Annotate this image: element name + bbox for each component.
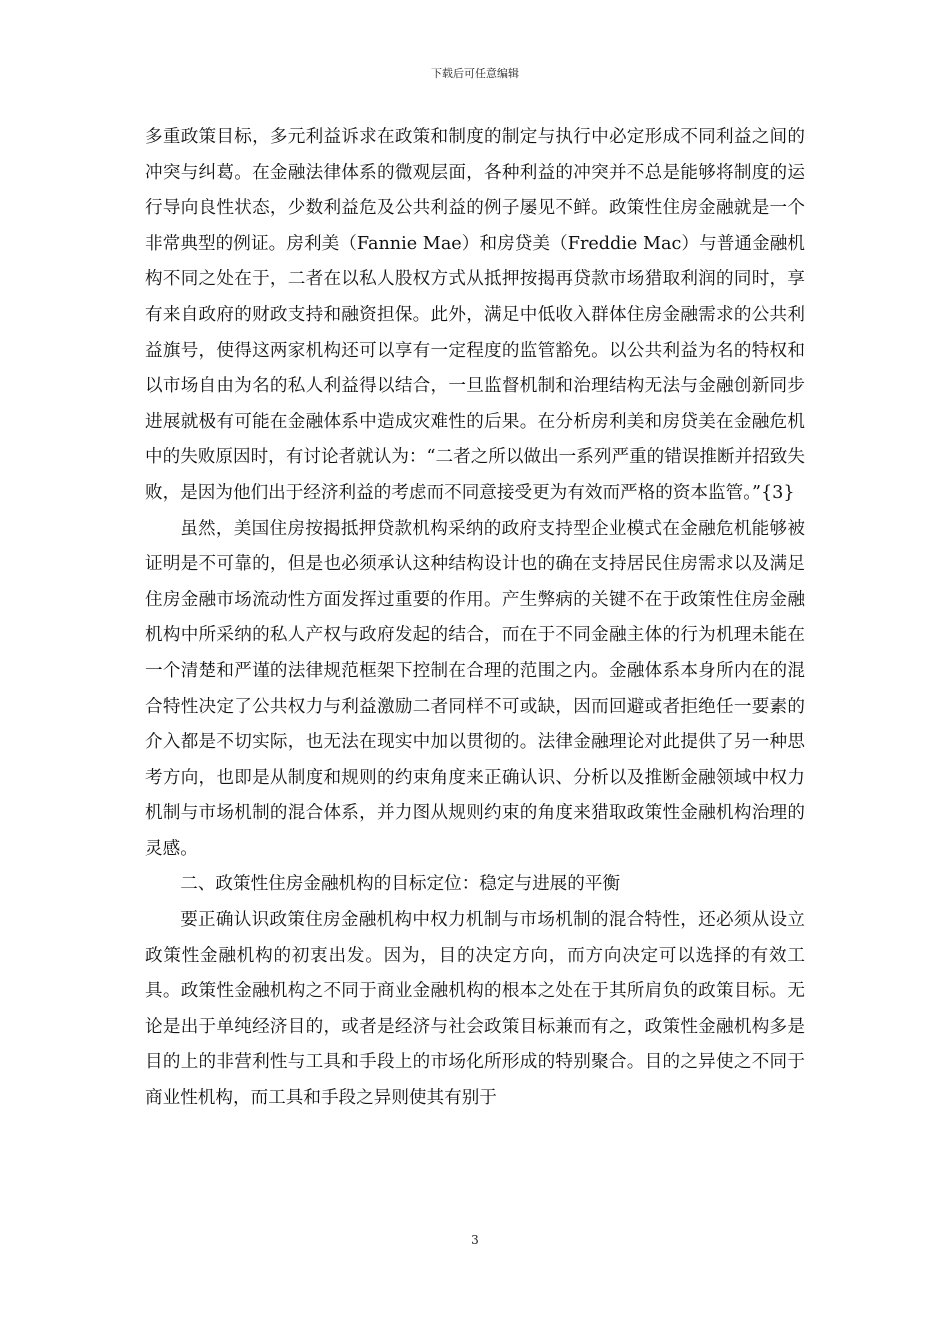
page-number: 3 — [471, 1233, 479, 1247]
section-heading: 二、政策性住房金融机构的目标定位：稳定与进展的平衡 — [180, 874, 621, 895]
paragraph: 虽然，美国住房按揭抵押贷款机构采纳的政府支持型企业模式在金融危机能够被证明是不可靠的，但是也必须承认这种结构设计也的确在支持居民住房需求以及满足住房金融市场流动性方面发挥过重要的作用。产生弊病的关键不在于政策性住房金融机构中所采纳的私人产权与政府发起的结合，而在于不同金融主体的行为机理未能在一个清楚和严谨的法律规范框架下控制在合理的范围之内。金融体系本身所内在的混合特性决定了公共权力与利益激励二者同样不可或缺，因而回避或者拒绝任一要素的介入都是不切实际，也无法在现实中加以贯彻的。法律金融理论对此提供了另一种思考方向，也即是从制度和规则的约束角度来正确认识、分析以及推断金融领域中权力机制与市场机制的混合体系，并力图从规则约束的角度来猎取政策性金融机构治理的灵感。 — [145, 518, 805, 859]
paragraph: 要正确认识政策住房金融机构中权力机制与市场机制的混合特性，还必须从设立政策性金融机构的初衷出发。因为，目的决定方向，而方向决定可以选择的有效工具。政策性金融机构之不同于商业金融机构的根本之处在于其所肩负的政策目标。无论是出于单纯经济目的，或者是经济与社会政策目标兼而有之，政策性金融机构多是目的上的非营利性与工具和手段上的市场化所形成的特别聚合。目的之异使之不同于商业性机构，而工具和手段之异则使其有别于 — [145, 910, 805, 1109]
page-header: 下载后可任意编辑 — [431, 67, 519, 80]
paragraph: 多重政策目标，多元利益诉求在政策和制度的制定与执行中必定形成不同利益之间的冲突与纠葛。在金融法律体系的微观层面，各种利益的冲突并不总是能够将制度的运行导向良性状态，少数利益危及公共利益的例子屡见不鲜。政策性住房金融就是一个非常典型的例证。房利美（Fannie Mae）和房贷美（Freddie Mac）与普通金融机构不同之处在于，二者在以私人股权方式从抵押按揭再贷款市场猎取利润的同时，享有来自政府的财政支持和融资担保。此外，满足中低收入群体住房金融需求的公共利益旗号，使得这两家机构还可以享有一定程度的监管豁免。以公共利益为名的特权和以市场自由为名的私人利益得以结合，一旦监督机制和治理结构无法与金融创新同步进展就极有可能在金融体系中造成灾难性的后果。在分析房利美和房贷美在金融危机中的失败原因时，有讨论者就认为：“二者之所以做出一系列严重的错误推断并招致失败，是因为他们出于经济利益的考虑而不同意接受更为有效而严格的资本监管。”{3} — [145, 127, 805, 503]
document-body — [145, 120, 805, 1117]
